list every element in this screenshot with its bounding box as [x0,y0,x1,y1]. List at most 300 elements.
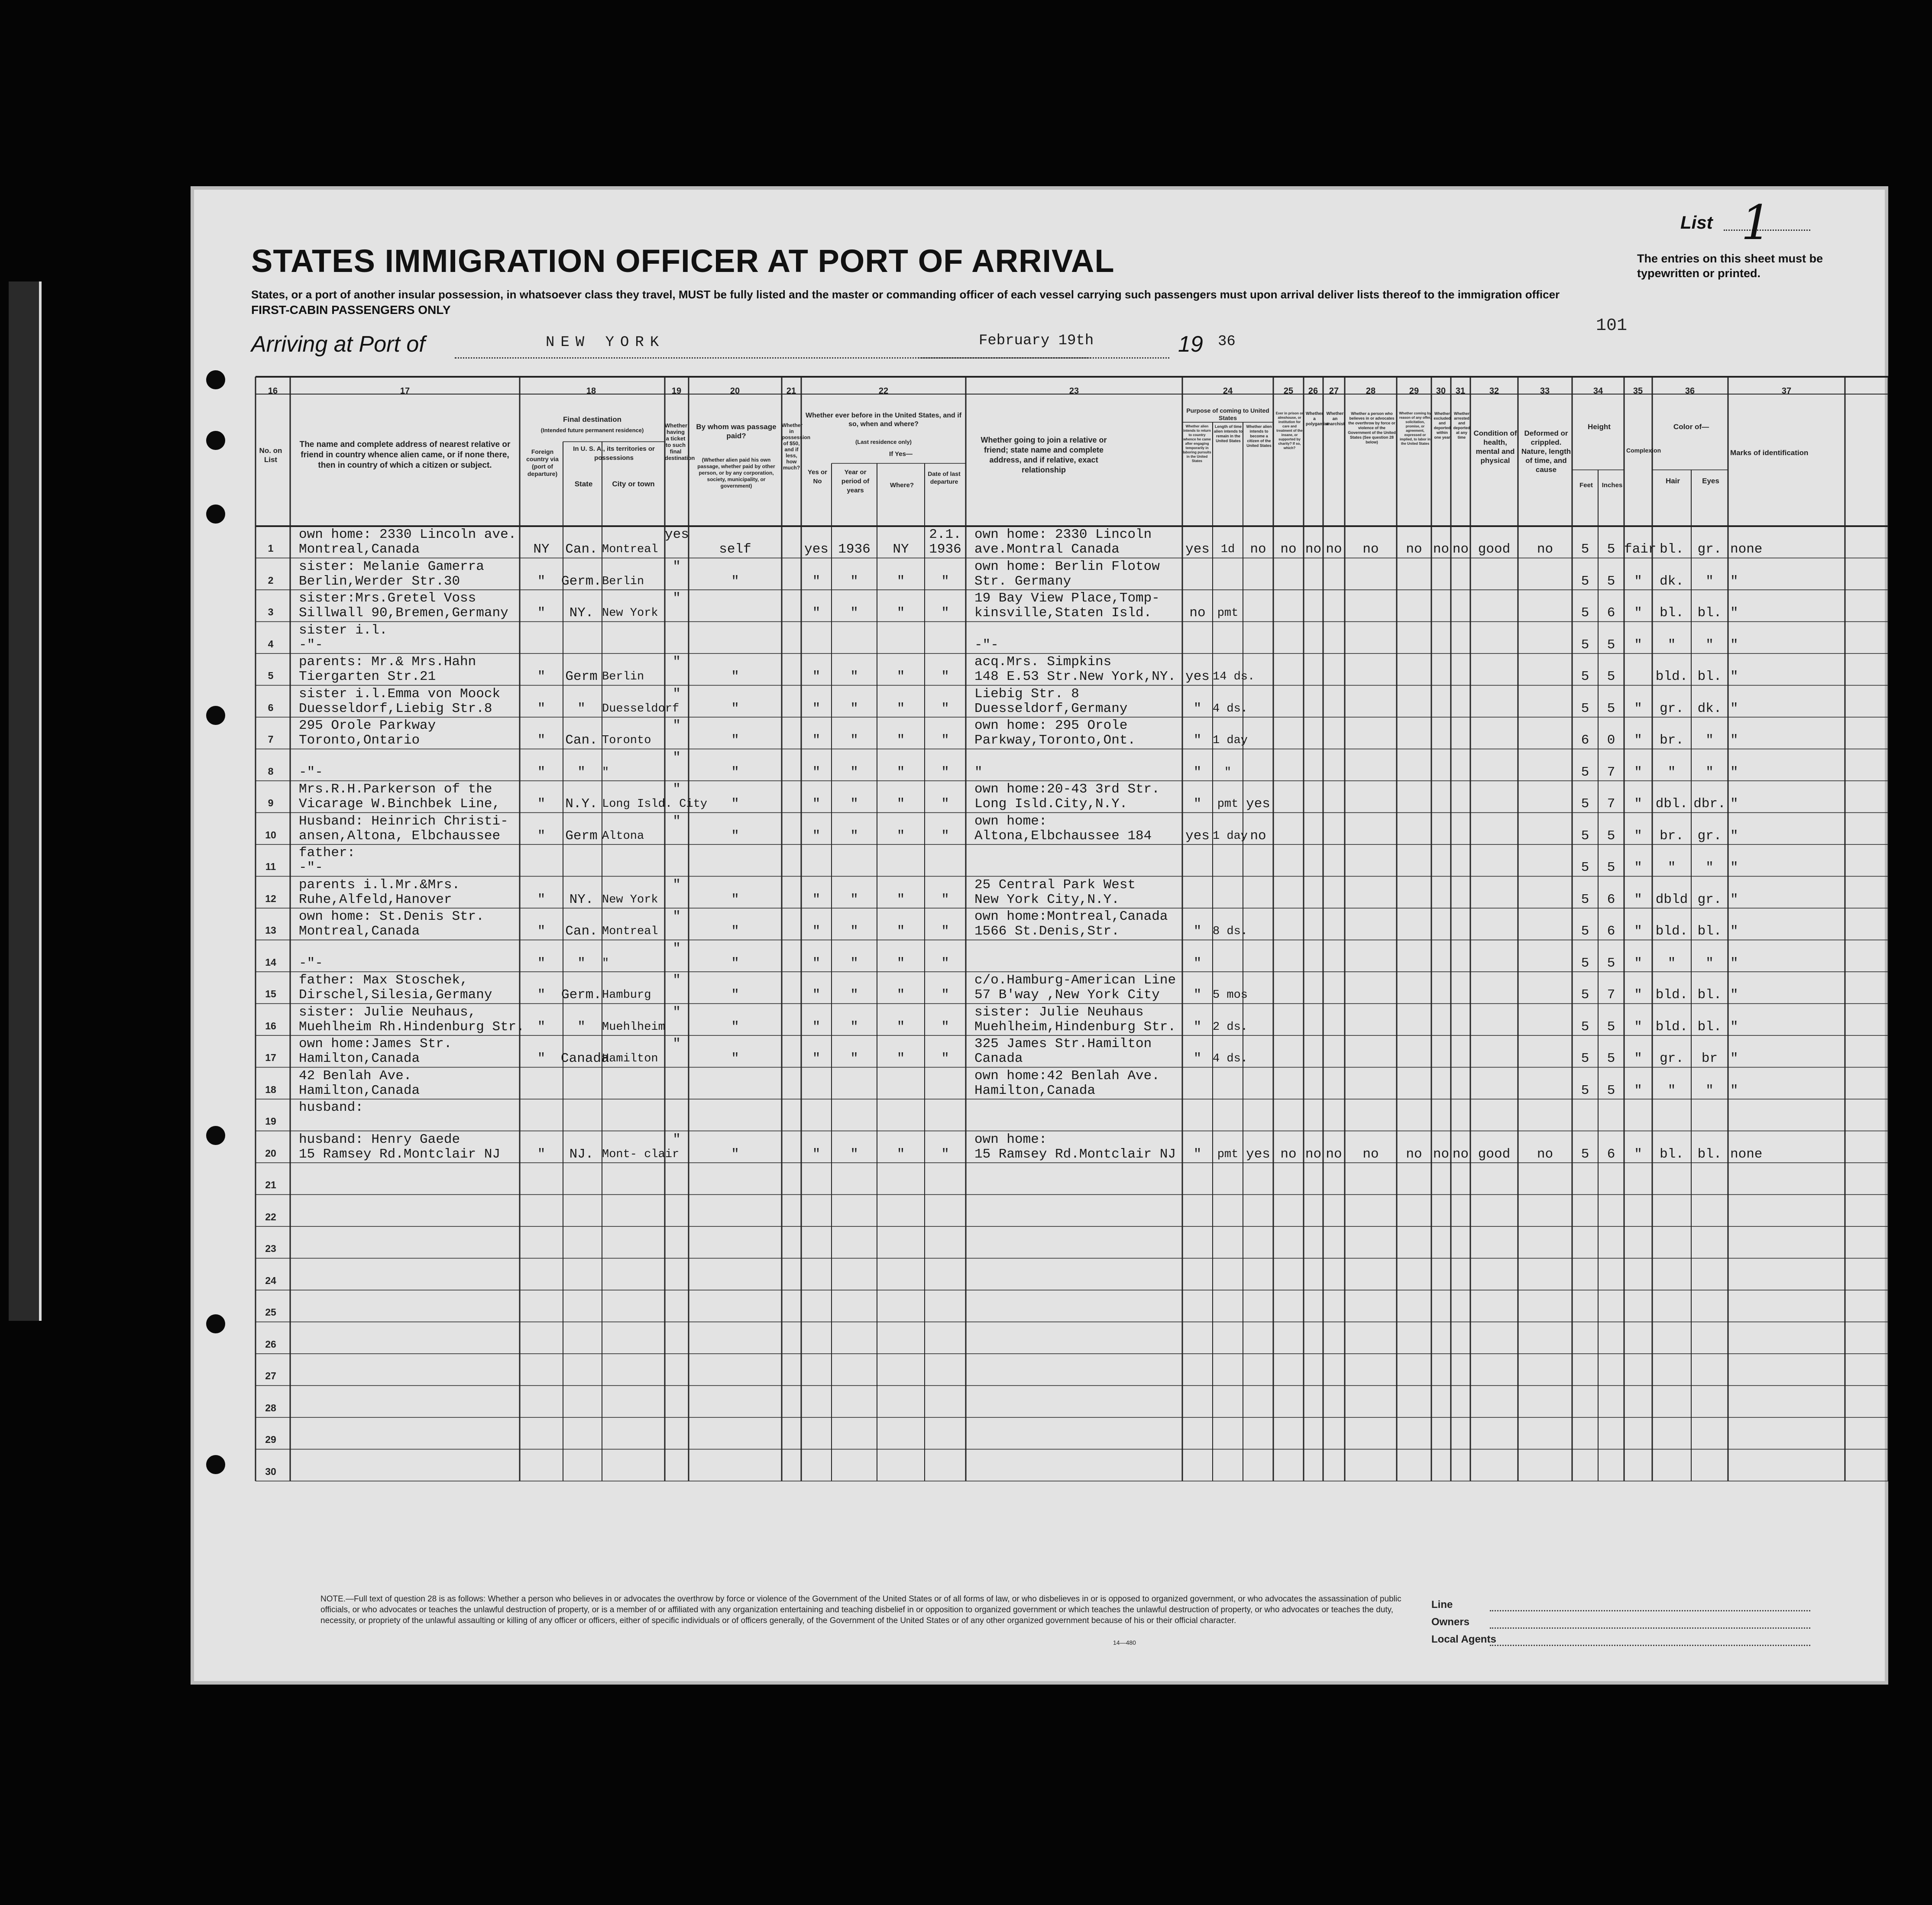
cell-dest-city: Berlin [602,670,644,683]
cell-dest-city: Hamburg [602,989,651,1002]
header-if-yes: If Yes— [889,450,913,458]
cell-marks: " [1730,860,1738,875]
cell-eye-color: gr. [1697,828,1722,844]
cell-dest-state: " [577,701,586,716]
cell-before-year: " [850,1051,858,1066]
cell-join-line-2: kinsville,Staten Isld. [974,605,1152,621]
cell-before-year: " [850,605,858,621]
cell-ticket: " [673,1036,681,1051]
cell-before-where: " [896,733,905,748]
cell-foreign-port: NY [533,542,550,557]
line-blank [1490,1610,1810,1611]
cell-relative-line-2: Dirschel,Silesia,Germany [299,987,492,1003]
cell-polygamist: no [1305,542,1322,557]
cell-complexion: " [1634,955,1642,971]
cell-intends-return: " [1193,924,1202,939]
row-number: 17 [265,1052,276,1063]
cell-height-feet: 5 [1581,892,1589,907]
cell-health: good [1478,542,1511,557]
cell-foreign-port: " [537,669,546,684]
cell-relative-line-1: 295 Orole Parkway [299,718,436,733]
cell-join-line-1: own home:42 Benlah Ave. [974,1068,1160,1083]
cell-dest-state: " [577,1019,586,1035]
cell-dest-city: " [602,957,609,970]
cell-join-line-2: Str. Germany [974,573,1071,589]
cell-marks: " [1730,1051,1738,1066]
cell-ever-before: yes [804,542,828,557]
column-number: 30 [1436,386,1446,396]
port-value: NEW YORK [546,334,665,351]
cell-dest-state: Germ. [561,573,602,589]
header-polygamist: Whether a polygamist [1306,411,1329,427]
cell-passage-paid: " [731,924,739,939]
column-number: 21 [786,386,796,396]
cell-eye-color: dbr. [1693,796,1726,812]
cell-passage-paid: " [731,701,739,716]
cell-departure-year: " [941,987,949,1003]
row-number: 16 [265,1020,276,1032]
cell-height-feet: 5 [1581,764,1589,780]
cell-length-of-stay: 5 mos [1213,989,1248,1002]
column-number: 32 [1489,386,1499,396]
owners-label: Owners [1431,1616,1470,1628]
cell-height-feet: 5 [1581,1083,1589,1098]
row-number: 11 [265,861,276,872]
cell-departure-year: " [941,701,949,716]
cell-join-line-2: -"- [974,637,999,653]
cell-intends-return: yes [1185,669,1210,684]
row-number: 23 [265,1243,276,1254]
cell-hair-color: dbld [1655,892,1688,907]
cell-height-inches: 5 [1607,955,1615,971]
cell-departure-year: " [941,892,949,907]
cell-join-line-2: Altona,Elbchaussee 184 [974,828,1152,844]
cell-before-year: " [850,764,858,780]
cell-dest-city: Toronto [602,734,651,747]
cell-join-line-1: own home:20-43 3rd Str. [974,782,1160,797]
cell-deported: no [1452,542,1469,557]
cell-become-citizen: yes [1246,796,1270,812]
row-number: 14 [265,956,276,968]
column-number: 28 [1366,386,1376,396]
cell-eye-color: " [1705,573,1714,589]
cell-before-where: " [896,892,905,907]
cell-foreign-port: " [537,605,546,621]
header-purpose: Purpose of coming to United States [1186,407,1269,421]
header-final-destination-note: (Intended future permanent residence) [540,427,644,433]
cell-ever-before: " [812,1051,821,1066]
cell-length-of-stay: pmt [1217,1148,1239,1161]
cell-passage-paid: " [731,733,739,748]
cell-join-line-1: 25 Central Park West [974,877,1136,893]
cell-ticket: " [673,559,681,574]
cell-intends-return: " [1193,796,1202,812]
column-number: 27 [1329,386,1339,396]
cell-eye-color: dk. [1697,701,1722,716]
cell-passage-paid: " [731,669,739,684]
cell-eye-color: bl. [1697,1019,1722,1035]
cell-join-line-1: own home: 2330 Lincoln [974,527,1152,542]
cell-before-year: " [850,573,858,589]
cell-foreign-port: " [537,828,546,844]
cell-excluded: no [1433,1146,1450,1162]
cell-eye-color: " [1705,764,1714,780]
cell-ever-before: " [812,1019,821,1035]
cell-join-line-2: Muehlheim,Hindenburg Str. [974,1019,1176,1035]
cell-dest-state: Can. [565,924,598,939]
cell-intends-return: " [1193,733,1202,748]
cell-height-inches: 5 [1607,637,1615,653]
cell-relative-line-2: 15 Ramsey Rd.Montclair NJ [299,1146,501,1162]
cell-eye-color: " [1705,637,1714,653]
header-ever-before-note: (Last residence only) [855,439,912,445]
cell-intends-return: no [1189,605,1206,621]
cell-marks: " [1730,637,1738,653]
cell-relative-line-2: -"- [299,637,323,653]
cell-intends-return: " [1193,764,1202,780]
cell-foreign-port: " [537,733,546,748]
cell-complexion: fair [1624,542,1657,557]
cabin-class: FIRST-CABIN PASSENGERS ONLY [251,303,451,317]
cell-departure-year: " [941,764,949,780]
cell-before-year: " [850,796,858,812]
column-number: 36 [1685,386,1695,396]
cell-ticket: " [673,654,681,669]
cell-join-line-2: Parkway,Toronto,Ont. [974,733,1136,748]
cell-before-year: " [850,955,858,971]
cell-height-inches: 5 [1607,669,1615,684]
cell-relative-line-1: own home:James Str. [299,1036,452,1051]
cell-hair-color: " [1667,955,1676,971]
cell-ever-before: " [812,669,821,684]
cell-height-feet: 5 [1581,701,1589,716]
cell-passage-paid: " [731,987,739,1003]
cell-eye-color: bl. [1697,987,1722,1003]
header-marks: Marks of identification [1730,449,1809,457]
cell-dest-city: Long Isld. City [602,798,708,811]
column-number: 20 [730,386,740,396]
cell-dest-state: " [577,955,586,971]
cell-join-line-2: 148 E.53 Str.New York,NY. [974,669,1176,684]
row-number: 15 [265,988,276,999]
sheet-number: 101 [1596,316,1628,336]
column-number: 24 [1223,386,1233,396]
cell-length-of-stay: " [1224,766,1232,779]
cell-overthrow: no [1362,542,1379,557]
cell-height-feet: 5 [1581,796,1589,812]
cell-complexion: " [1634,924,1642,939]
cell-height-inches: 5 [1607,573,1615,589]
cell-offer: no [1406,542,1422,557]
cell-before-where: " [896,605,905,621]
cell-departure-year: " [941,1146,949,1162]
header-hair: Hair [1665,477,1680,485]
cell-relative-line-1: husband: Henry Gaede [299,1132,460,1147]
cell-relative-line-1: Mrs.R.H.Parkerson of the [299,782,492,797]
cell-relative-line-1: own home: 2330 Lincoln ave. [299,527,517,542]
cell-relative-line-1: father: [299,845,356,860]
cell-passage-paid: " [731,764,739,780]
cell-marks: none [1730,542,1763,557]
row-number: 3 [268,606,274,618]
row-number: 5 [268,670,274,681]
cell-dest-state: N.Y. [565,796,598,812]
cell-height-feet: 5 [1581,1019,1589,1035]
cell-passage-paid: " [731,1146,739,1162]
cell-length-of-stay: 1d [1220,543,1235,556]
cell-before-year: " [850,669,858,684]
cell-height-inches: 6 [1607,605,1615,621]
cell-height-inches: 5 [1607,1051,1615,1066]
cell-before-where: NY [893,542,909,557]
cell-ever-before: " [812,892,821,907]
cell-relative-line-2: Hamilton,Canada [299,1083,420,1098]
cell-height-feet: 5 [1581,1146,1589,1162]
cell-before-where: " [896,764,905,780]
header-deported: Whether arrested and deported at any time [1453,411,1470,440]
cell-join-line-1: own home: Berlin Flotow [974,559,1160,574]
cell-complexion: " [1634,1083,1642,1098]
cell-ever-before: " [812,1146,821,1162]
cell-relative-line-1: own home: St.Denis Str. [299,909,484,924]
cell-passage-paid: " [731,955,739,971]
cell-excluded: no [1433,542,1450,557]
header-no-on-list: No. on List [259,446,282,464]
header-intends-return: Whether alien intends to return to country whence he came after engaging temporarily in laboring pursuits in the United States [1183,424,1211,463]
cell-join-line-2: Hamilton,Canada [974,1083,1096,1098]
date-value: February 19th [979,333,1094,349]
row-number: 29 [265,1434,276,1445]
cell-join-line-1: own home: [974,1132,1047,1147]
cell-join-line-2: New York City,N.Y. [974,892,1120,907]
cell-dest-city: " [602,766,609,779]
cell-ticket: " [673,686,681,702]
cell-hair-color: bld. [1655,1019,1688,1035]
cell-eye-color: " [1705,860,1714,875]
cell-length-of-stay: 14 ds. [1213,670,1255,683]
cell-complexion: " [1634,828,1642,844]
cell-height-inches: 6 [1607,892,1615,907]
row-number: 9 [268,797,274,809]
header-year: Year or period of years [841,469,870,494]
cell-ever-before: " [812,955,821,971]
cell-height-inches: 7 [1607,764,1615,780]
column-number: 29 [1409,386,1419,396]
cell-ticket: " [673,909,681,924]
cell-before-year: " [850,892,858,907]
cell-dest-city: Altona [602,829,644,843]
cell-join-line-2: Canada [974,1051,1023,1066]
cell-join-line-2: 57 B'way ,New York City [974,987,1160,1003]
cell-height-feet: 5 [1581,924,1589,939]
cell-hair-color: bld. [1655,924,1688,939]
cell-relative-line-2: Vicarage W.Binchbek Line, [299,796,501,812]
cell-intends-return: " [1193,701,1202,716]
cell-height-inches: 6 [1607,924,1615,939]
cell-eye-color: " [1705,955,1714,971]
cell-relative-line-2: Ruhe,Alfeld,Hanover [299,892,452,907]
cell-join-line-1: sister: Julie Neuhaus [974,1004,1144,1020]
cell-prison: no [1280,1146,1297,1162]
row-number: 8 [268,765,274,777]
cell-relative-line-2: ansen,Altona, Elbchaussee [299,828,501,844]
cell-complexion: " [1634,573,1642,589]
row-number: 20 [265,1147,276,1159]
cell-height-feet: 5 [1581,605,1589,621]
cell-dest-city: Muehlheim [602,1020,665,1034]
cell-marks: " [1730,669,1738,684]
cell-intends-return: " [1193,987,1202,1003]
cell-height-inches: 6 [1607,1146,1615,1162]
cell-join-line-2: ave.Montral Canada [974,542,1120,557]
cell-hair-color: gr. [1660,1051,1684,1066]
cell-height-feet: 5 [1581,573,1589,589]
cell-departure-year: " [941,605,949,621]
cell-ever-before: " [812,828,821,844]
cell-prison: no [1280,542,1297,557]
header-ever-before: Whether ever before in the United States, and if so, when and where? [805,412,962,428]
cell-dest-city: New York [602,607,658,620]
cell-complexion: " [1634,987,1642,1003]
cell-dest-city: Hamilton [602,1052,658,1065]
cell-relative-line-2: Muehlheim Rh.Hindenburg Str. [299,1019,524,1035]
header-become-citizen: Whether alien intends to become a citizen of the United States [1246,424,1272,448]
cell-eye-color: gr. [1697,542,1722,557]
cell-dest-city: Berlin [602,575,644,588]
cell-length-of-stay: 8 ds. [1213,925,1248,938]
cell-ticket: " [673,877,681,893]
typewritten-instruction: The entries on this sheet must be typewritten or printed. [1637,252,1823,280]
cell-hair-color: bl. [1660,1146,1684,1162]
cell-height-inches: 7 [1607,987,1615,1003]
cell-relative-line-2: Berlin,Werder Str.30 [299,573,460,589]
cell-complexion: " [1634,1051,1642,1066]
cell-hair-color: bld. [1655,669,1688,684]
question-28-note: NOTE.—Full text of question 28 is as follows: Whether a person who believes in or advocates the overthrow by force or violence of the Government of the United States or of all forms of law, or who disbelieves in or is opposed to organized government, or who advocates the assassination of public officials, or who advocates or teaches the unlawful destruction of property, or is a member of or affiliated with any organization entertaining and teaching disbelief in or opposition to organized government or which teaches the unlawful destruction of property, or who advocates or teaches the duty, necessity, or propriety of the unlawful assaulting or killing of any officer or officers, either of specific individuals or of officers generally, of the Government of the United States or of any other organized government because of his or their official character. [320,1595,1401,1625]
cell-passage-paid: " [731,892,739,907]
header-relative: The name and complete address of nearest relative or friend in country whence alien came, or if none there, then in country of which a citizen or subject. [299,440,511,470]
cell-relative-line-1: sister i.l.Emma von Moock [299,686,501,702]
cell-deported: no [1452,1146,1469,1162]
column-number: 18 [586,386,596,396]
cell-eye-color: bl. [1697,1146,1722,1162]
cell-ticket: " [673,591,681,606]
cell-marks: " [1730,573,1738,589]
cell-complexion: " [1634,860,1642,875]
cell-relative-line-1: Husband: Heinrich Christi- [299,813,508,829]
row-number: 6 [268,702,274,713]
header-ticket: Whether having a ticket to such final destination [665,422,695,461]
cell-become-citizen: no [1250,828,1266,844]
header-city: City or town [612,480,655,488]
cell-join-line-1: Liebig Str. 8 [974,686,1079,702]
cell-foreign-port: " [537,924,546,939]
cell-become-citizen: yes [1246,1146,1270,1162]
cell-height-inches: 5 [1607,701,1615,716]
column-number: 17 [400,386,410,396]
cell-departure-year: " [941,955,949,971]
header-deformed: Deformed or crippled. Nature, length of time, and cause [1521,429,1571,474]
row-number: 18 [265,1083,276,1095]
column-number: 19 [671,386,682,396]
cell-before-year: " [850,1019,858,1035]
column-number: 33 [1540,386,1550,396]
cell-relative-line-2: Sillwall 90,Bremen,Germany [299,605,508,621]
cell-relative-line-1: parents: Mr.& Mrs.Hahn [299,654,476,669]
cell-foreign-port: " [537,1146,546,1162]
cell-ticket: " [673,718,681,733]
cell-hair-color: gr. [1660,701,1684,716]
year-suffix: 36 [1218,333,1236,350]
cell-height-inches: 7 [1607,796,1615,812]
row-number: 12 [265,893,276,904]
cell-height-feet: 5 [1581,1051,1589,1066]
cell-ticket: " [673,1132,681,1147]
cell-eye-color: bl. [1697,669,1722,684]
cell-ever-before: " [812,605,821,621]
cell-ever-before: " [812,987,821,1003]
cell-dest-state: Can. [565,542,598,557]
cell-eye-color: br [1701,1051,1718,1066]
cell-departure-year: " [941,733,949,748]
header-final-destination: Final destination [563,415,622,424]
cell-hair-color: dk. [1660,573,1684,589]
cell-relative-line-2: Duesseldorf,Liebig Str.8 [299,701,492,716]
cell-length-of-stay: 1 day [1213,829,1248,843]
cell-relative-line-1: father: Max Stoschek, [299,973,468,988]
cell-height-inches: 5 [1607,828,1615,844]
cell-foreign-port: " [537,796,546,812]
cell-before-where: " [896,924,905,939]
cell-relative-line-2: Toronto,Ontario [299,733,420,748]
cell-before-year: " [850,828,858,844]
cell-relative-line-1: sister i.l. [299,622,388,638]
cell-complexion: " [1634,764,1642,780]
column-number: 26 [1308,386,1318,396]
cell-marks: none [1730,1146,1763,1162]
form-title: STATES IMMIGRATION OFFICER AT PORT OF ARRIVAL [251,243,1115,279]
cell-length-of-stay: 4 ds. [1213,1052,1248,1065]
cell-join-line-2: Duesseldorf,Germany [974,701,1128,716]
cell-height-feet: 5 [1581,987,1589,1003]
header-foreign-country: Foreign country via (port of departure) [526,448,559,477]
cell-complexion: " [1634,892,1642,907]
cell-relative-line-2: -"- [299,955,323,971]
row-number: 13 [265,925,276,936]
row-number: 21 [265,1179,276,1190]
cell-before-year: " [850,987,858,1003]
header-going-to-join: Whether going to join a relative or friend; state name and complete address, and if relative, exact relationship [981,436,1107,474]
cell-eye-color: bl. [1697,924,1722,939]
cell-relative-line-1: husband: [299,1100,363,1115]
cell-complexion: " [1634,1019,1642,1035]
cell-marks: " [1730,764,1738,780]
row-number: 27 [265,1370,276,1381]
cell-marks: " [1730,892,1738,907]
cell-foreign-port: " [537,987,546,1003]
list-number: 1 [1741,195,1771,250]
owners-blank [1490,1627,1810,1629]
cell-ever-before: " [812,701,821,716]
cell-foreign-port: " [537,573,546,589]
cell-deformed: no [1537,1146,1553,1162]
header-length-of-time: Length of time alien intends to remain in the United States [1214,424,1243,443]
arriving-label: Arriving at Port of [251,332,425,357]
cell-hair-color: bld. [1655,987,1688,1003]
cell-relative-line-2: -"- [299,860,323,875]
cell-health: good [1478,1146,1511,1162]
header-complexion: Complexion [1626,447,1661,454]
